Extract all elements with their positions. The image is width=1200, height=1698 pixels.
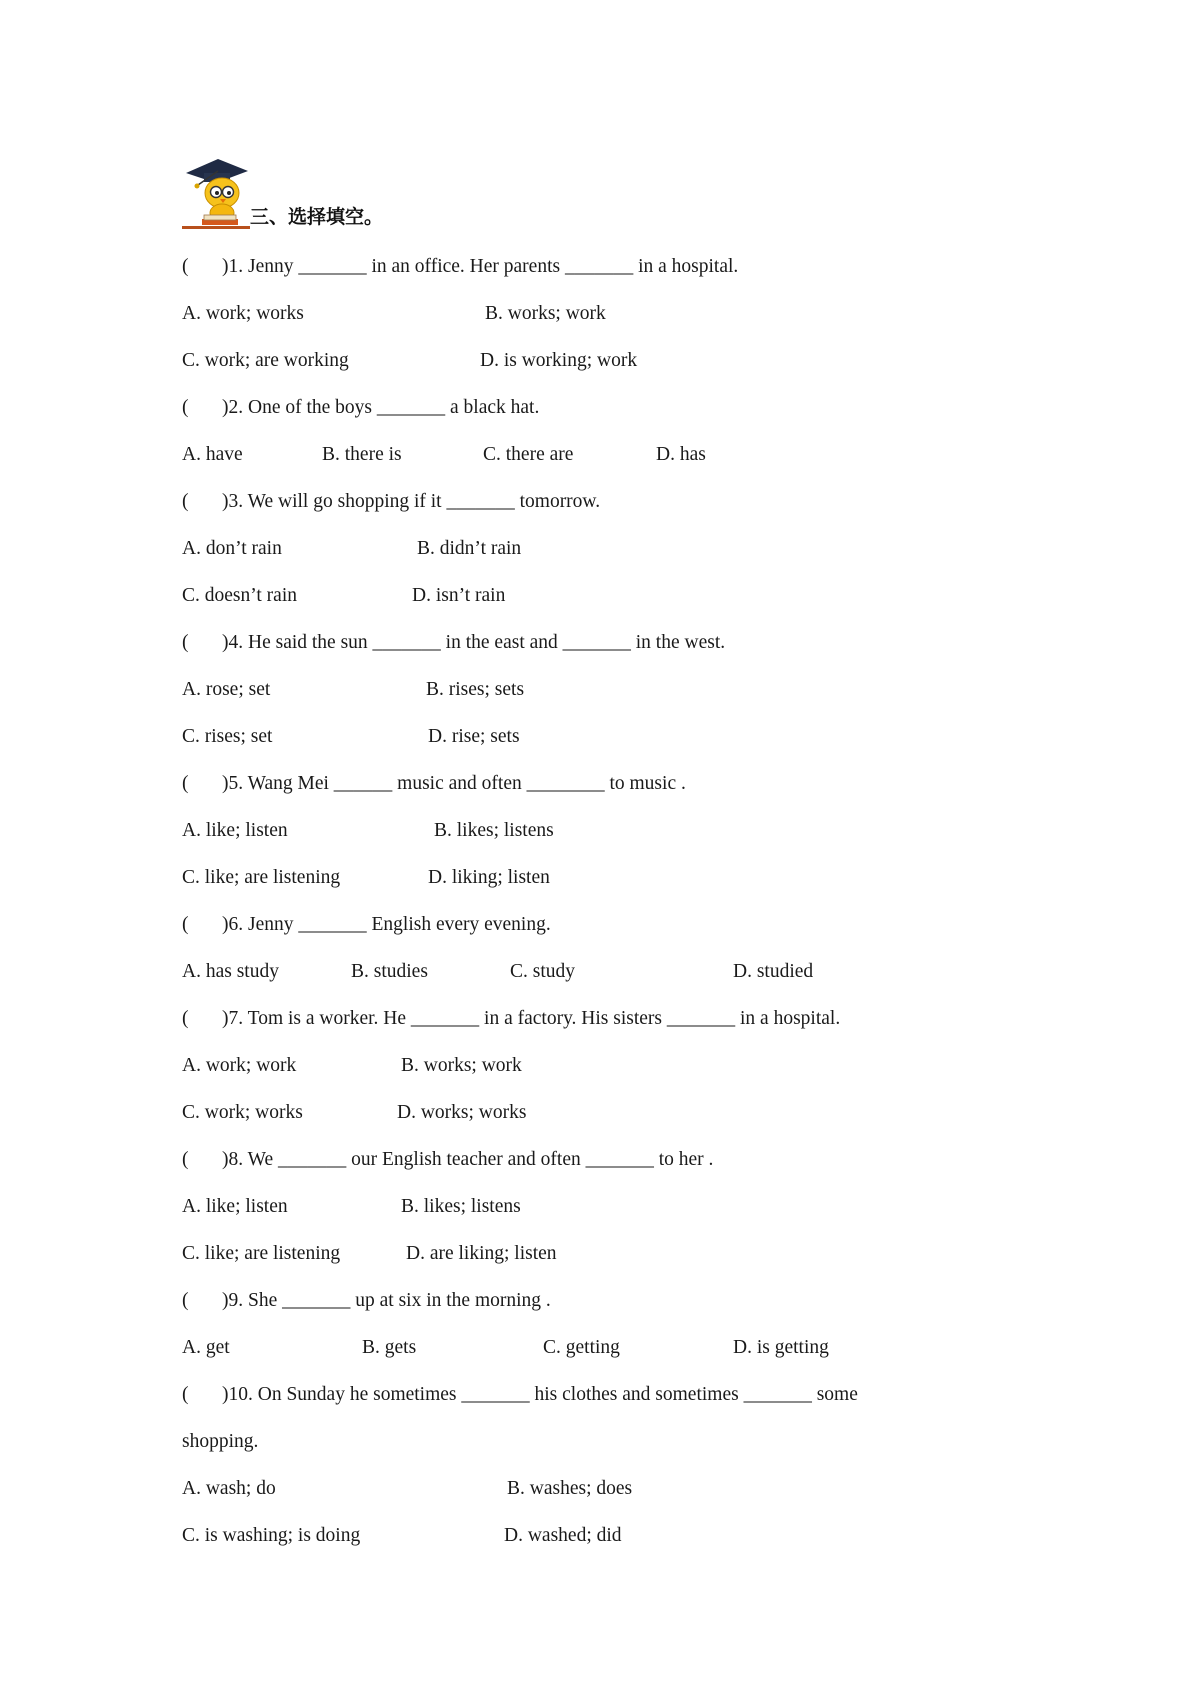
question-5-option-b: B. likes; listens	[434, 820, 554, 841]
question-7-option-b: B. works; work	[401, 1055, 522, 1076]
question-7-option-a: A. work; work	[182, 1055, 297, 1076]
question-2-option-c: C. there are	[483, 444, 574, 465]
question-5-stem: ( )5. Wang Mei ______ music and often ________ to music .	[182, 773, 686, 794]
question-10-option-a: A. wash; do	[182, 1478, 276, 1499]
question-9-option-b: B. gets	[362, 1337, 417, 1358]
question-8-option-b: B. likes; listens	[401, 1196, 521, 1217]
question-10-option-b: B. washes; does	[507, 1478, 633, 1499]
question-1-option-a: A. work; works	[182, 303, 304, 324]
question-7-option-d: D. works; works	[397, 1102, 527, 1123]
question-3-option-c: C. doesn’t rain	[182, 585, 298, 606]
question-1-stem: ( )1. Jenny _______ in an office. Her parents _______ in a hospital.	[182, 256, 739, 277]
question-9-stem: ( )9. She _______ up at six in the morning .	[182, 1290, 551, 1311]
question-5-option-d: D. liking; listen	[428, 867, 550, 888]
question-10-option-d: D. washed; did	[504, 1525, 622, 1546]
question-2-option-b: B. there is	[322, 444, 402, 465]
question-4-option-c: C. rises; set	[182, 726, 273, 747]
question-2-stem: ( )2. One of the boys _______ a black hat.	[182, 397, 540, 418]
section-title: 三、选择填空。	[250, 206, 384, 228]
question-4-option-a: A. rose; set	[182, 679, 271, 700]
scholar-mascot-icon	[182, 155, 250, 230]
question-5-option-a: A. like; listen	[182, 820, 288, 841]
question-5-option-c: C. like; are listening	[182, 867, 341, 888]
question-9-option-c: C. getting	[543, 1337, 620, 1358]
question-3-stem: ( )3. We will go shopping if it _______ tomorrow.	[182, 491, 601, 512]
section-header	[182, 155, 602, 230]
question-9-option-a: A. get	[182, 1337, 230, 1358]
question-6-option-a: A. has study	[182, 961, 279, 982]
question-8-option-c: C. like; are listening	[182, 1243, 341, 1264]
question-6-stem: ( )6. Jenny _______ English every evening.	[182, 914, 551, 935]
question-4-option-b: B. rises; sets	[426, 679, 525, 700]
question-1-option-d: D. is working; work	[480, 350, 638, 371]
question-3-option-a: A. don’t rain	[182, 538, 282, 559]
question-7-option-c: C. work; works	[182, 1102, 303, 1123]
question-3-option-d: D. isn’t rain	[412, 585, 506, 606]
question-9-option-d: D. is getting	[733, 1337, 829, 1358]
question-8-option-a: A. like; listen	[182, 1196, 288, 1217]
question-7-stem: ( )7. Tom is a worker. He _______ in a factory. His sisters _______ in a hospital.	[182, 1008, 841, 1029]
question-6-option-d: D. studied	[733, 961, 814, 982]
question-8-option-d: D. are liking; listen	[406, 1243, 557, 1264]
question-10-option-c: C. is washing; is doing	[182, 1525, 361, 1546]
question-3-option-b: B. didn’t rain	[417, 538, 522, 559]
question-2-option-d: D. has	[656, 444, 706, 465]
question-4-option-d: D. rise; sets	[428, 726, 520, 747]
question-8-stem: ( )8. We _______ our English teacher and often _______ to her .	[182, 1149, 714, 1170]
question-6-option-b: B. studies	[351, 961, 428, 982]
question-10-stem-continuation: shopping.	[182, 1431, 259, 1452]
question-2-option-a: A. have	[182, 444, 243, 465]
question-4-stem: ( )4. He said the sun _______ in the east and _______ in the west.	[182, 632, 726, 653]
question-10-stem: ( )10. On Sunday he sometimes _______ his clothes and sometimes _______ some	[182, 1384, 858, 1405]
question-1-option-b: B. works; work	[485, 303, 606, 324]
question-1-option-c: C. work; are working	[182, 350, 349, 371]
question-6-option-c: C. study	[510, 961, 576, 982]
